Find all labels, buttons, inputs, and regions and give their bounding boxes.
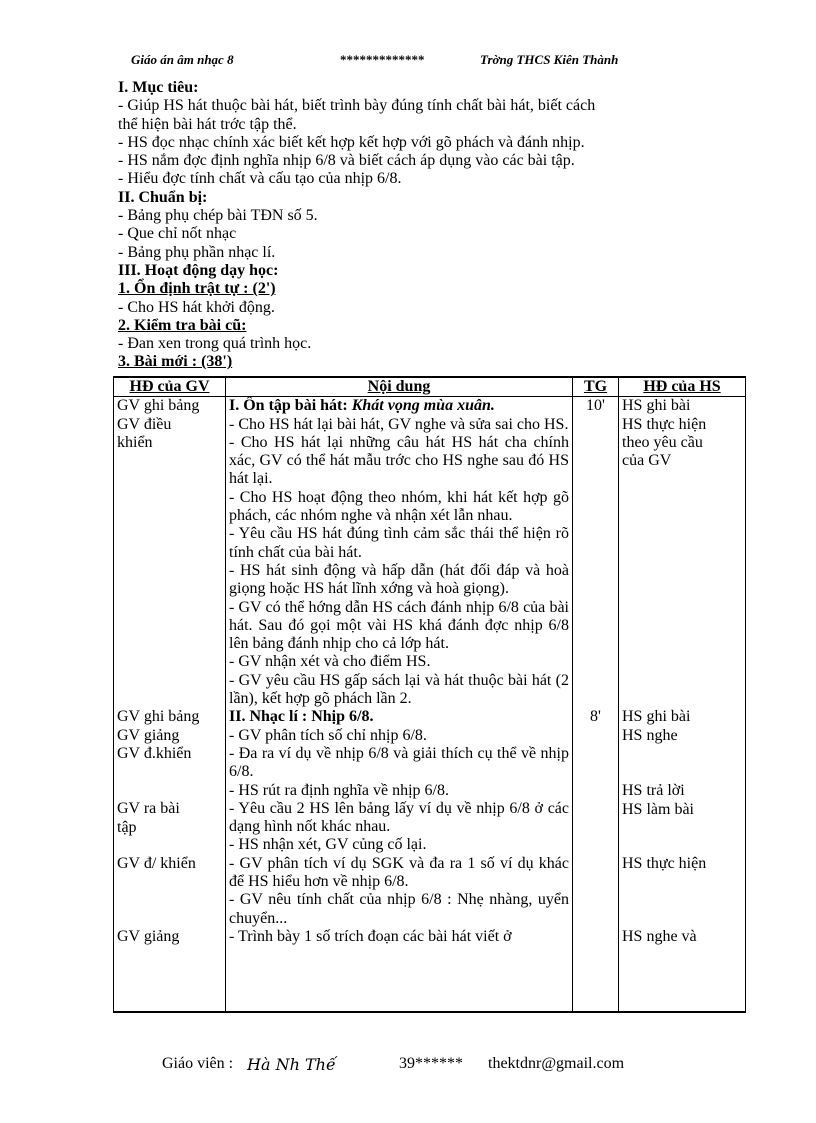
gv-note: GV giảng xyxy=(117,928,180,946)
tg-section1: 10' xyxy=(586,397,605,415)
gv-note-group xyxy=(117,855,222,873)
section2-title: II. Nhạc lí : Nhịp 6/8. xyxy=(229,708,374,726)
tg-cell xyxy=(573,397,619,1013)
gv-note: GV ghi bảng xyxy=(117,397,200,415)
hs-note: HS ghi bài xyxy=(622,397,691,415)
intro-line: - HS nắm đợc định nghĩa nhịp 6/8 và biết cách áp dụng vào các bài tập. xyxy=(118,152,575,170)
hs-note-group xyxy=(622,708,742,745)
gv-note-group xyxy=(117,928,222,946)
gv-section1 xyxy=(117,397,222,452)
intro-line: - Que chỉ nốt nhạc xyxy=(118,225,237,243)
intro-line: - HS đọc nhạc chính xác biết kết hợp kết hợp với gõ phách và đánh nhịp. xyxy=(118,133,585,151)
content-paragraph: - GV có thể hớng dẫn HS cách đánh nhịp 6/8 của bài hát. Sau đó gọi một vài HS khá đánh đợc nhịp 6/8 lên bảng đánh nhịp cho cả lớp hát. xyxy=(229,598,569,653)
content-paragraph: - Trình bày 1 số trích đoạn các bài hát viết ở xyxy=(229,927,512,945)
footer-label: Giáo viên : xyxy=(162,1055,234,1072)
gv-note: GV ghi bảng xyxy=(117,708,200,726)
table-body-row xyxy=(114,397,746,1013)
gv-note: tập xyxy=(117,818,137,836)
table-header-row xyxy=(114,377,746,397)
gv-note: GV điều xyxy=(117,415,172,433)
footer-phone: 39****** xyxy=(399,1055,463,1072)
intro-line: III. Hoạt động dạy học: xyxy=(118,261,279,279)
header-left: Giáo án âm nhạc 8 xyxy=(131,52,234,67)
lesson-table xyxy=(113,376,746,1013)
col-header-content: Nội dung xyxy=(226,377,573,397)
content-paragraph: - GV nhận xét và cho điểm HS. xyxy=(229,653,431,671)
section2 xyxy=(229,708,569,946)
intro-line: - Cho HS hát khởi động. xyxy=(118,298,275,316)
content-cell xyxy=(226,397,573,1013)
hs-note-group xyxy=(622,782,742,819)
content-paragraph: - Yêu cầu 2 HS lên bảng lấy ví dụ về nhịp 6/8 ở các dạng hình nốt khác nhau. xyxy=(229,799,569,836)
intro-section xyxy=(118,79,693,372)
content-paragraph: - Cho HS hoạt động theo nhóm, khi hát kết hợp gõ phách, các nhóm nghe và nhận xét lẫn nhau. xyxy=(229,488,569,525)
gv-cell xyxy=(114,397,226,1013)
hs-cell xyxy=(619,397,746,1013)
hs-note: theo yêu cầu xyxy=(622,433,703,451)
hs-note: HS ghi bài xyxy=(622,708,691,726)
content-paragraph: - GV yêu cầu HS gấp sách lại và hát thuộc bài hát (2 lần), kết hợp gõ phách lần 2. xyxy=(229,671,569,708)
hs-note-group xyxy=(622,855,742,873)
hs-section1 xyxy=(622,397,742,470)
hs-note: HS trả lời xyxy=(622,782,685,800)
gv-note: GV ra bài xyxy=(117,800,180,818)
intro-line: - Bảng phụ phần nhạc lí. xyxy=(118,243,276,261)
intro-line: I. Mục tiêu: xyxy=(118,79,199,96)
content-paragraph: - HS hát sinh động và hấp dẫn (hát đối đáp và hoà giọng hoặc HS hát lĩnh xớng và hoà giọng). xyxy=(229,561,569,598)
content-paragraph: - Đa ra ví dụ về nhịp 6/8 và giải thích cụ thể về nhịp 6/8. xyxy=(229,744,569,781)
content-paragraph: - Cho HS hát lại bài hát, GV nghe và sửa sai cho HS. xyxy=(229,415,569,433)
header-center: ************* xyxy=(340,52,425,67)
gv-note-group xyxy=(117,708,222,763)
gv-note: khiển xyxy=(117,433,153,451)
col-header-tg: TG xyxy=(573,377,619,397)
intro-line: - Bảng phụ chép bài TĐN số 5. xyxy=(118,207,318,225)
content-paragraph: - HS nhận xét, GV củng cố lại. xyxy=(229,836,427,854)
hs-note-group xyxy=(622,928,742,946)
hs-note: HS làm bài xyxy=(622,800,694,818)
intro-line: 3. Bài mới : (38') xyxy=(118,353,233,371)
intro-line: 2. Kiểm tra bài cũ: xyxy=(118,316,247,334)
hs-note: HS nghe xyxy=(622,726,678,744)
content-paragraph: - GV phân tích số chỉ nhịp 6/8. xyxy=(229,726,427,744)
content-paragraph: - GV phân tích ví dụ SGK và đa ra 1 số ví dụ khác để HS hiểu hơn về nhịp 6/8. xyxy=(229,854,569,891)
gv-note-group xyxy=(117,800,222,837)
section1 xyxy=(229,397,569,708)
intro-line: II. Chuẩn bị: xyxy=(118,188,208,206)
content-paragraph: - Cho HS hát lại những câu hát HS hát cha chính xác, GV có thể hát mẫu trớc cho HS nghe sau đó HS hát lại. xyxy=(229,433,569,488)
intro-line: 1. Ổn định trật tự : (2') xyxy=(118,280,276,298)
page-header xyxy=(0,50,816,70)
intro-line: - Hiểu đợc tính chất và cấu tạo của nhịp 6/8. xyxy=(118,170,402,188)
content-paragraph: - GV nêu tính chất của nhịp 6/8 : Nhẹ nhàng, uyển chuyển... xyxy=(229,891,569,927)
footer-teacher-name: Hà Nh Thế xyxy=(247,1055,336,1074)
hs-note: HS thực hiện xyxy=(622,415,707,433)
intro-line: - Đan xen trong quá trình học. xyxy=(118,335,312,353)
hs-note: HS nghe và xyxy=(622,928,697,946)
content-paragraph: - Yêu cầu HS hát đúng tình cảm sắc thái thể hiện rõ tính chất của bài hát. xyxy=(229,525,569,561)
tg-section2: 8' xyxy=(590,708,601,726)
gv-note: GV đ.khiển xyxy=(117,744,192,762)
header-right: Trờng THCS Kiên Thành xyxy=(480,52,619,67)
hs-note: HS thực hiện xyxy=(622,855,707,873)
intro-line: - Giúp HS hát thuộc bài hát, biết trình bày đúng tính chất bài hát, biết cách xyxy=(118,97,596,115)
col-header-gv: HĐ của GV xyxy=(114,377,226,397)
intro-line: thể hiện bài hát trớc tập thể. xyxy=(118,115,297,133)
gv-note: GV đ/ khiển xyxy=(117,855,196,873)
footer-email: thektdnr@gmail.com xyxy=(488,1055,625,1072)
content-paragraph: - HS rút ra định nghĩa về nhịp 6/8. xyxy=(229,781,449,799)
section1-title: I. Ôn tập bài hát: Khát vọng mùa xuân. xyxy=(229,397,495,415)
hs-note: của GV xyxy=(622,452,672,470)
col-header-hs: HĐ của HS xyxy=(619,377,746,397)
gv-note: GV giảng xyxy=(117,726,180,744)
